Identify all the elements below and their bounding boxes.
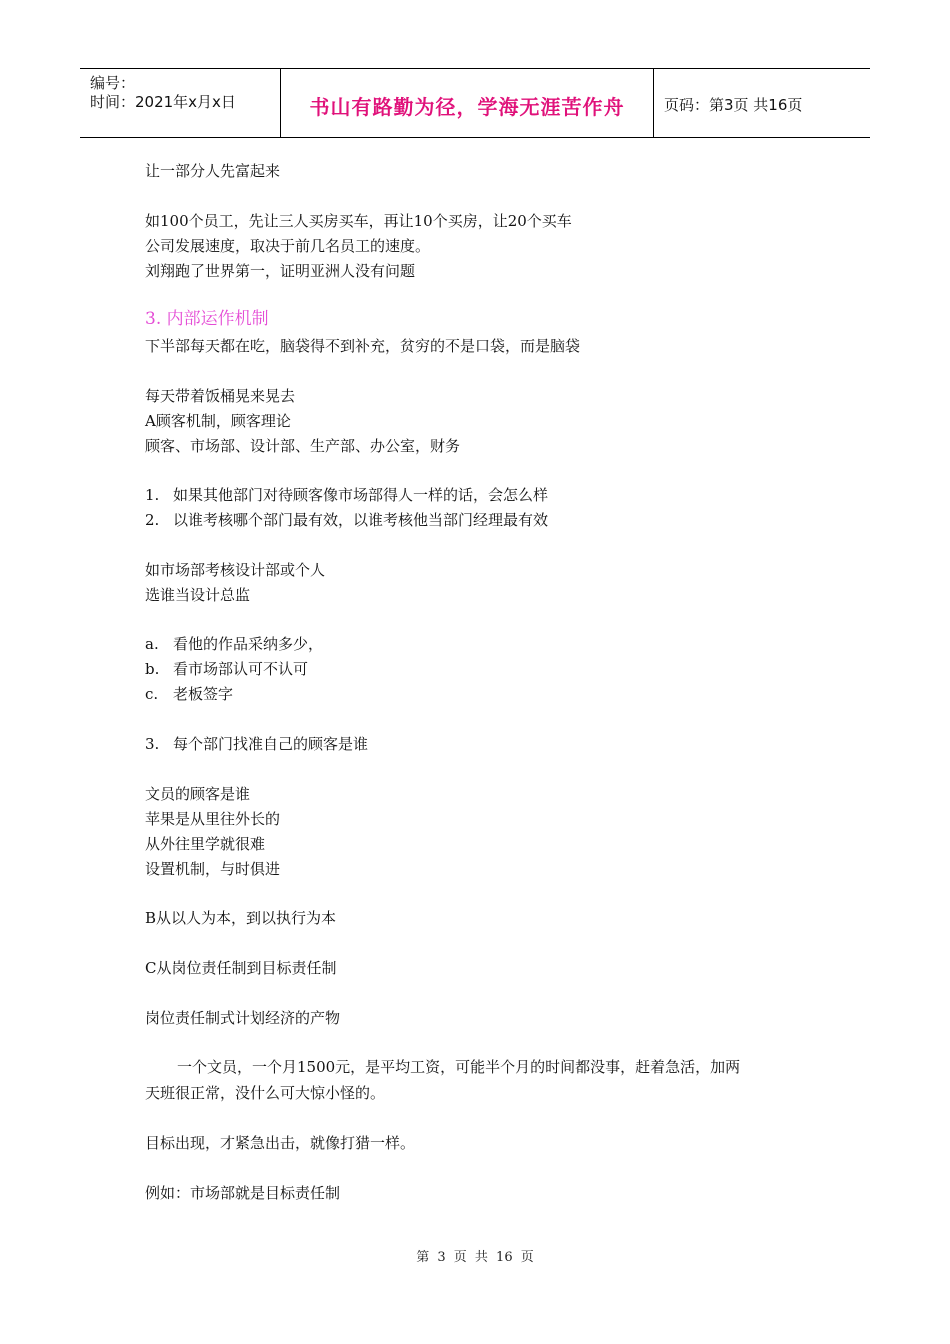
paragraph: 刘翔跑了世界第一，证明亚洲人没有问题 xyxy=(145,262,416,280)
paragraph: 文员的顾客是谁 xyxy=(145,785,251,803)
section-heading: 3. 内部运作机制 xyxy=(145,309,269,329)
list-letter: a. xyxy=(145,635,159,653)
paragraph: 选谁当设计总监 xyxy=(145,586,251,604)
paragraph: 设置机制，与时俱进 xyxy=(145,860,281,878)
list-text: 看市场部认可不认可 xyxy=(173,660,309,678)
paragraph: 一个文员，一个月1500元，是平均工资，可能半个月的时间都没事，赶着急活，加两 xyxy=(177,1058,741,1076)
page-footer: 第 3 页 共 16 页 xyxy=(416,1250,534,1265)
list-item xyxy=(145,659,308,679)
list-letter: c. xyxy=(145,685,159,703)
motto: 书山有路勤为径，学海无涯苦作舟 xyxy=(309,95,625,119)
list-item xyxy=(145,510,548,530)
paragraph: 目标出现，才紧急出击，就像打猎一样。 xyxy=(145,1134,416,1152)
list-text: 看他的作品采纳多少， xyxy=(173,635,324,653)
paragraph: 天班很正常，没什么可大惊小怪的。 xyxy=(145,1084,386,1102)
time-label: 时间：2021年x月x日 xyxy=(90,93,236,111)
header-right-cell xyxy=(654,69,870,137)
paragraph: 苹果是从里往外长的 xyxy=(145,810,281,828)
list-text: 每个部门找准自己的顾客是谁 xyxy=(173,735,369,753)
number-label: 编号： xyxy=(90,74,136,92)
list-number: 2. xyxy=(145,511,160,529)
paragraph: 下半部每天都在吃，脑袋得不到补充，贫穷的不是口袋，而是脑袋 xyxy=(145,337,581,355)
list-text: 老板签字 xyxy=(173,685,234,703)
list-text: 以谁考核哪个部门最有效，以谁考核他当部门经理最有效 xyxy=(173,511,549,529)
list-number: 1. xyxy=(145,486,160,504)
header-middle-cell xyxy=(281,69,654,137)
paragraph: 顾客、市场部、设计部、生产部、办公室，财务 xyxy=(145,437,461,455)
paragraph: 岗位责任制式计划经济的产物 xyxy=(145,1009,341,1027)
paragraph: A顾客机制，顾客理论 xyxy=(145,412,291,430)
paragraph: 从外往里学就很难 xyxy=(145,835,266,853)
paragraph: 如市场部考核设计部或个人 xyxy=(145,561,326,579)
list-number: 3. xyxy=(145,735,160,753)
paragraph: 让一部分人先富起来 xyxy=(145,162,281,180)
header-left-cell xyxy=(80,69,281,137)
paragraph: 如100个员工，先让三人买房买车，再让10个买房，让20个买车 xyxy=(145,212,572,230)
page-code: 页码：第3页 共16页 xyxy=(664,96,803,114)
list-letter: b. xyxy=(145,660,160,678)
list-item xyxy=(145,485,548,505)
list-text: 如果其他部门对待顾客像市场部得人一样的话，会怎么样 xyxy=(173,486,549,504)
paragraph: C从岗位责任制到目标责任制 xyxy=(145,959,337,977)
paragraph: 每天带着饭桶晃来晃去 xyxy=(145,387,296,405)
list-item xyxy=(145,734,368,754)
page-header xyxy=(80,68,870,138)
list-item xyxy=(145,684,233,704)
paragraph: 例如：市场部就是目标责任制 xyxy=(145,1184,341,1202)
paragraph: B从以人为本，到以执行为本 xyxy=(145,909,337,927)
paragraph: 公司发展速度，取决于前几名员工的速度。 xyxy=(145,237,431,255)
list-item xyxy=(145,634,323,654)
